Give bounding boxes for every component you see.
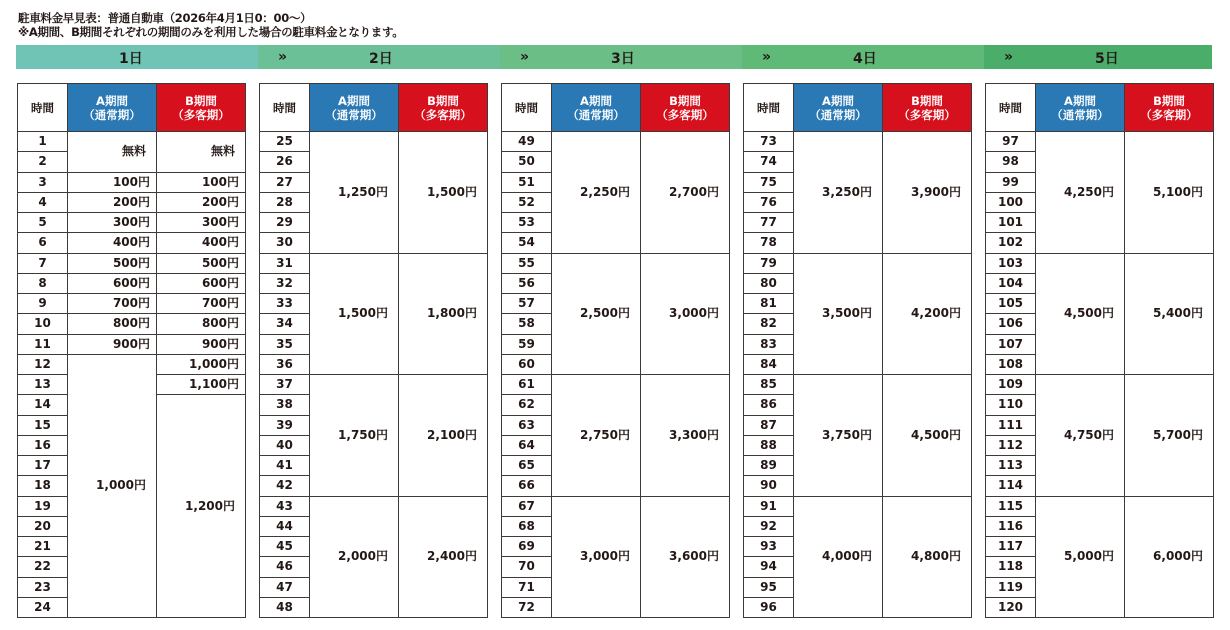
price-b-cell: 100円 xyxy=(157,172,246,192)
price-b-cell: 400円 xyxy=(157,233,246,253)
header-a-subtitle: （通常期） xyxy=(567,107,625,122)
table-row xyxy=(260,132,488,152)
hour-cell: 119 xyxy=(986,577,1036,597)
table-row xyxy=(18,273,246,293)
price-a-cell: 2,250円 xyxy=(552,132,641,254)
hour-cell: 23 xyxy=(18,577,68,597)
header-a-title: A期間 xyxy=(96,93,128,108)
header-a-subtitle: （通常期） xyxy=(1051,107,1109,122)
header-b-subtitle: （多客期） xyxy=(414,107,472,122)
header-b-subtitle: （多客期） xyxy=(898,107,956,122)
hour-cell: 112 xyxy=(986,435,1036,455)
day-segment-4 xyxy=(742,45,984,69)
price-b-cell: 2,700円 xyxy=(641,132,730,254)
table-row xyxy=(260,496,488,516)
hour-cell: 27 xyxy=(260,172,310,192)
price-b-cell: 1,500円 xyxy=(399,132,488,254)
price-a-cell: 600円 xyxy=(68,273,157,293)
hour-cell: 10 xyxy=(18,314,68,334)
header-b-subtitle: （多客期） xyxy=(1140,107,1198,122)
header-period-a xyxy=(794,84,883,132)
hour-cell: 39 xyxy=(260,415,310,435)
price-a-cell: 4,500円 xyxy=(1036,253,1125,375)
rate-table-day-4 xyxy=(743,83,972,618)
header-period-a xyxy=(552,84,641,132)
hour-cell: 19 xyxy=(18,496,68,516)
header-period-a xyxy=(1036,84,1125,132)
rate-table-day-5 xyxy=(985,83,1214,618)
hour-cell: 96 xyxy=(744,597,794,617)
hour-cell: 91 xyxy=(744,496,794,516)
table-row xyxy=(260,375,488,395)
hour-cell: 78 xyxy=(744,233,794,253)
hour-cell: 15 xyxy=(18,415,68,435)
table-row xyxy=(18,294,246,314)
hour-cell: 57 xyxy=(502,294,552,314)
header-b-subtitle: （多客期） xyxy=(172,107,230,122)
header-a-title: A期間 xyxy=(822,93,854,108)
hour-cell: 92 xyxy=(744,516,794,536)
table-row xyxy=(260,253,488,273)
hour-cell: 24 xyxy=(18,597,68,617)
hour-cell: 103 xyxy=(986,253,1036,273)
hour-cell: 45 xyxy=(260,537,310,557)
price-b-cell: 5,100円 xyxy=(1125,132,1214,254)
hour-cell: 116 xyxy=(986,516,1036,536)
hour-cell: 41 xyxy=(260,456,310,476)
hour-cell: 20 xyxy=(18,516,68,536)
hour-cell: 106 xyxy=(986,314,1036,334)
hour-cell: 104 xyxy=(986,273,1036,293)
price-a-cell: 100円 xyxy=(68,172,157,192)
hour-cell: 105 xyxy=(986,294,1036,314)
hour-cell: 74 xyxy=(744,152,794,172)
header-period-b xyxy=(641,84,730,132)
header-b-title: B期間 xyxy=(427,93,459,108)
hour-cell: 89 xyxy=(744,456,794,476)
hour-cell: 66 xyxy=(502,476,552,496)
hour-cell: 68 xyxy=(502,516,552,536)
hour-cell: 80 xyxy=(744,273,794,293)
table-row xyxy=(744,253,972,273)
day-segment-3 xyxy=(500,45,742,69)
hour-cell: 93 xyxy=(744,537,794,557)
day-segment-5 xyxy=(984,45,1212,69)
price-b-cell: 3,000円 xyxy=(641,253,730,375)
hour-cell: 44 xyxy=(260,516,310,536)
table-row xyxy=(744,132,972,152)
price-b-cell: 5,400円 xyxy=(1125,253,1214,375)
day-label: 1日 xyxy=(119,51,143,67)
table-row xyxy=(502,253,730,273)
hour-cell: 109 xyxy=(986,375,1036,395)
hour-cell: 81 xyxy=(744,294,794,314)
hour-cell: 53 xyxy=(502,213,552,233)
hour-cell: 77 xyxy=(744,213,794,233)
header-a-title: A期間 xyxy=(1064,93,1096,108)
day-label: 2日 xyxy=(369,51,393,67)
price-b-cell: 3,300円 xyxy=(641,375,730,497)
table-row xyxy=(502,375,730,395)
hour-cell: 42 xyxy=(260,476,310,496)
hour-cell: 40 xyxy=(260,435,310,455)
hour-cell: 61 xyxy=(502,375,552,395)
header-period-b xyxy=(883,84,972,132)
rate-table-day-2 xyxy=(259,83,488,618)
table-row xyxy=(18,314,246,334)
hour-cell: 43 xyxy=(260,496,310,516)
hour-cell: 46 xyxy=(260,557,310,577)
table-header-row xyxy=(260,84,488,132)
hour-cell: 101 xyxy=(986,213,1036,233)
hour-cell: 1 xyxy=(18,132,68,152)
price-a-cell: 800円 xyxy=(68,314,157,334)
table-row xyxy=(18,233,246,253)
hour-cell: 95 xyxy=(744,577,794,597)
price-a-cell: 1,500円 xyxy=(310,253,399,375)
page-title xyxy=(18,11,403,39)
hour-cell: 79 xyxy=(744,253,794,273)
price-b-cell: 300円 xyxy=(157,213,246,233)
header-b-title: B期間 xyxy=(669,93,701,108)
hour-cell: 48 xyxy=(260,597,310,617)
price-b-cell: 5,700円 xyxy=(1125,375,1214,497)
hour-cell: 58 xyxy=(502,314,552,334)
price-a-cell: 3,250円 xyxy=(794,132,883,254)
price-a-cell: 5,000円 xyxy=(1036,496,1125,618)
title-line-2-note: ※A期間、B期間それぞれの期間のみを利用した場合の駐車料金となります。 xyxy=(18,25,404,39)
header-b-title: B期間 xyxy=(911,93,943,108)
double-chevron-right-icon: » xyxy=(762,49,772,65)
price-a-cell: 4,000円 xyxy=(794,496,883,618)
price-a-cell: 400円 xyxy=(68,233,157,253)
hour-cell: 50 xyxy=(502,152,552,172)
table-row xyxy=(502,496,730,516)
price-a-cell: 700円 xyxy=(68,294,157,314)
header-time: 時間 xyxy=(986,84,1036,132)
title-line-1: 駐車料金早見表：普通自動車（2026年4月1日0：00～） xyxy=(18,11,312,25)
day-segment-1 xyxy=(16,45,258,69)
price-b-cell: 1,800円 xyxy=(399,253,488,375)
hour-cell: 26 xyxy=(260,152,310,172)
header-time: 時間 xyxy=(744,84,794,132)
hour-cell: 75 xyxy=(744,172,794,192)
price-b-cell: 700円 xyxy=(157,294,246,314)
hour-cell: 47 xyxy=(260,577,310,597)
price-b-cell: 800円 xyxy=(157,314,246,334)
hour-cell: 87 xyxy=(744,415,794,435)
price-b-cell: 1,000円 xyxy=(157,354,246,374)
day-label: 5日 xyxy=(1095,51,1119,67)
hour-cell: 29 xyxy=(260,213,310,233)
header-period-b xyxy=(157,84,246,132)
hour-cell: 114 xyxy=(986,476,1036,496)
hour-cell: 38 xyxy=(260,395,310,415)
hour-cell: 98 xyxy=(986,152,1036,172)
table-row xyxy=(18,192,246,212)
hour-cell: 76 xyxy=(744,192,794,212)
day-label: 3日 xyxy=(611,51,635,67)
hour-cell: 59 xyxy=(502,334,552,354)
price-b-cell: 無料 xyxy=(157,132,246,173)
hour-cell: 70 xyxy=(502,557,552,577)
price-b-cell: 4,800円 xyxy=(883,496,972,618)
double-chevron-right-icon: » xyxy=(278,49,288,65)
hour-cell: 30 xyxy=(260,233,310,253)
table-header-row xyxy=(18,84,246,132)
table-row xyxy=(986,496,1214,516)
hour-cell: 82 xyxy=(744,314,794,334)
price-b-cell: 4,500円 xyxy=(883,375,972,497)
hour-cell: 7 xyxy=(18,253,68,273)
hour-cell: 13 xyxy=(18,375,68,395)
double-chevron-right-icon: » xyxy=(520,49,530,65)
hour-cell: 117 xyxy=(986,537,1036,557)
table-row xyxy=(986,375,1214,395)
table-row xyxy=(18,253,246,273)
header-time: 時間 xyxy=(18,84,68,132)
price-a-cell: 4,250円 xyxy=(1036,132,1125,254)
price-a-cell: 1,000円 xyxy=(68,354,157,617)
price-a-cell: 3,000円 xyxy=(552,496,641,618)
price-a-cell: 3,500円 xyxy=(794,253,883,375)
hour-cell: 94 xyxy=(744,557,794,577)
header-b-title: B期間 xyxy=(1153,93,1185,108)
hour-cell: 120 xyxy=(986,597,1036,617)
price-a-cell: 3,750円 xyxy=(794,375,883,497)
hour-cell: 32 xyxy=(260,273,310,293)
hour-cell: 71 xyxy=(502,577,552,597)
price-a-cell: 無料 xyxy=(68,132,157,173)
hour-cell: 118 xyxy=(986,557,1036,577)
price-b-cell: 500円 xyxy=(157,253,246,273)
hour-cell: 49 xyxy=(502,132,552,152)
table-row xyxy=(18,334,246,354)
rate-table-day-3 xyxy=(501,83,730,618)
price-b-cell: 2,100円 xyxy=(399,375,488,497)
price-b-cell: 3,900円 xyxy=(883,132,972,254)
hour-cell: 102 xyxy=(986,233,1036,253)
price-a-cell: 1,250円 xyxy=(310,132,399,254)
hour-cell: 83 xyxy=(744,334,794,354)
price-a-cell: 2,000円 xyxy=(310,496,399,618)
price-a-cell: 4,750円 xyxy=(1036,375,1125,497)
table-row xyxy=(986,132,1214,152)
hour-cell: 28 xyxy=(260,192,310,212)
table-row xyxy=(744,375,972,395)
hour-cell: 4 xyxy=(18,192,68,212)
hour-cell: 12 xyxy=(18,354,68,374)
header-period-a xyxy=(68,84,157,132)
hour-cell: 31 xyxy=(260,253,310,273)
price-a-cell: 1,750円 xyxy=(310,375,399,497)
hour-cell: 52 xyxy=(502,192,552,212)
hour-cell: 37 xyxy=(260,375,310,395)
hour-cell: 21 xyxy=(18,537,68,557)
table-row xyxy=(18,354,246,374)
price-a-cell: 500円 xyxy=(68,253,157,273)
hour-cell: 16 xyxy=(18,435,68,455)
header-a-title: A期間 xyxy=(580,93,612,108)
table-row xyxy=(18,172,246,192)
hour-cell: 3 xyxy=(18,172,68,192)
hour-cell: 108 xyxy=(986,354,1036,374)
table-row xyxy=(18,132,246,152)
rate-table-day-1 xyxy=(17,83,246,618)
hour-cell: 111 xyxy=(986,415,1036,435)
hour-cell: 54 xyxy=(502,233,552,253)
hour-cell: 60 xyxy=(502,354,552,374)
hour-cell: 99 xyxy=(986,172,1036,192)
price-b-cell: 600円 xyxy=(157,273,246,293)
hour-cell: 113 xyxy=(986,456,1036,476)
price-b-cell: 2,400円 xyxy=(399,496,488,618)
table-row xyxy=(18,213,246,233)
header-time: 時間 xyxy=(260,84,310,132)
table-row xyxy=(986,253,1214,273)
hour-cell: 73 xyxy=(744,132,794,152)
hour-cell: 8 xyxy=(18,273,68,293)
hour-cell: 5 xyxy=(18,213,68,233)
header-period-b xyxy=(399,84,488,132)
hour-cell: 107 xyxy=(986,334,1036,354)
hour-cell: 67 xyxy=(502,496,552,516)
table-header-row xyxy=(502,84,730,132)
price-b-cell: 900円 xyxy=(157,334,246,354)
hour-cell: 6 xyxy=(18,233,68,253)
price-b-cell: 6,000円 xyxy=(1125,496,1214,618)
price-b-cell: 3,600円 xyxy=(641,496,730,618)
hour-cell: 14 xyxy=(18,395,68,415)
hour-cell: 84 xyxy=(744,354,794,374)
header-b-title: B期間 xyxy=(185,93,217,108)
hour-cell: 18 xyxy=(18,476,68,496)
hour-cell: 65 xyxy=(502,456,552,476)
hour-cell: 56 xyxy=(502,273,552,293)
double-chevron-right-icon: » xyxy=(1004,49,1014,65)
hour-cell: 110 xyxy=(986,395,1036,415)
hour-cell: 69 xyxy=(502,537,552,557)
hour-cell: 100 xyxy=(986,192,1036,212)
hour-cell: 25 xyxy=(260,132,310,152)
header-a-subtitle: （通常期） xyxy=(83,107,141,122)
header-b-subtitle: （多客期） xyxy=(656,107,714,122)
header-a-title: A期間 xyxy=(338,93,370,108)
price-a-cell: 900円 xyxy=(68,334,157,354)
hour-cell: 85 xyxy=(744,375,794,395)
hour-cell: 55 xyxy=(502,253,552,273)
header-a-subtitle: （通常期） xyxy=(325,107,383,122)
price-b-cell: 200円 xyxy=(157,192,246,212)
hour-cell: 51 xyxy=(502,172,552,192)
price-a-cell: 2,750円 xyxy=(552,375,641,497)
header-period-b xyxy=(1125,84,1214,132)
price-b-cell: 4,200円 xyxy=(883,253,972,375)
hour-cell: 35 xyxy=(260,334,310,354)
hour-cell: 33 xyxy=(260,294,310,314)
hour-cell: 88 xyxy=(744,435,794,455)
hour-cell: 64 xyxy=(502,435,552,455)
hour-cell: 115 xyxy=(986,496,1036,516)
day-label: 4日 xyxy=(853,51,877,67)
hour-cell: 22 xyxy=(18,557,68,577)
hour-cell: 63 xyxy=(502,415,552,435)
header-time: 時間 xyxy=(502,84,552,132)
header-a-subtitle: （通常期） xyxy=(809,107,867,122)
table-header-row xyxy=(986,84,1214,132)
price-a-cell: 300円 xyxy=(68,213,157,233)
hour-cell: 62 xyxy=(502,395,552,415)
price-b-cell: 1,200円 xyxy=(157,395,246,618)
price-a-cell: 200円 xyxy=(68,192,157,212)
table-header-row xyxy=(744,84,972,132)
hour-cell: 97 xyxy=(986,132,1036,152)
day-segment-2 xyxy=(258,45,500,69)
hour-cell: 72 xyxy=(502,597,552,617)
hour-cell: 34 xyxy=(260,314,310,334)
hour-cell: 9 xyxy=(18,294,68,314)
hour-cell: 36 xyxy=(260,354,310,374)
hour-cell: 2 xyxy=(18,152,68,172)
hour-cell: 86 xyxy=(744,395,794,415)
hour-cell: 90 xyxy=(744,476,794,496)
table-row xyxy=(744,496,972,516)
hour-cell: 11 xyxy=(18,334,68,354)
day-bar xyxy=(16,45,1212,69)
hour-cell: 17 xyxy=(18,456,68,476)
header-period-a xyxy=(310,84,399,132)
table-row xyxy=(502,132,730,152)
price-b-cell: 1,100円 xyxy=(157,375,246,395)
price-a-cell: 2,500円 xyxy=(552,253,641,375)
